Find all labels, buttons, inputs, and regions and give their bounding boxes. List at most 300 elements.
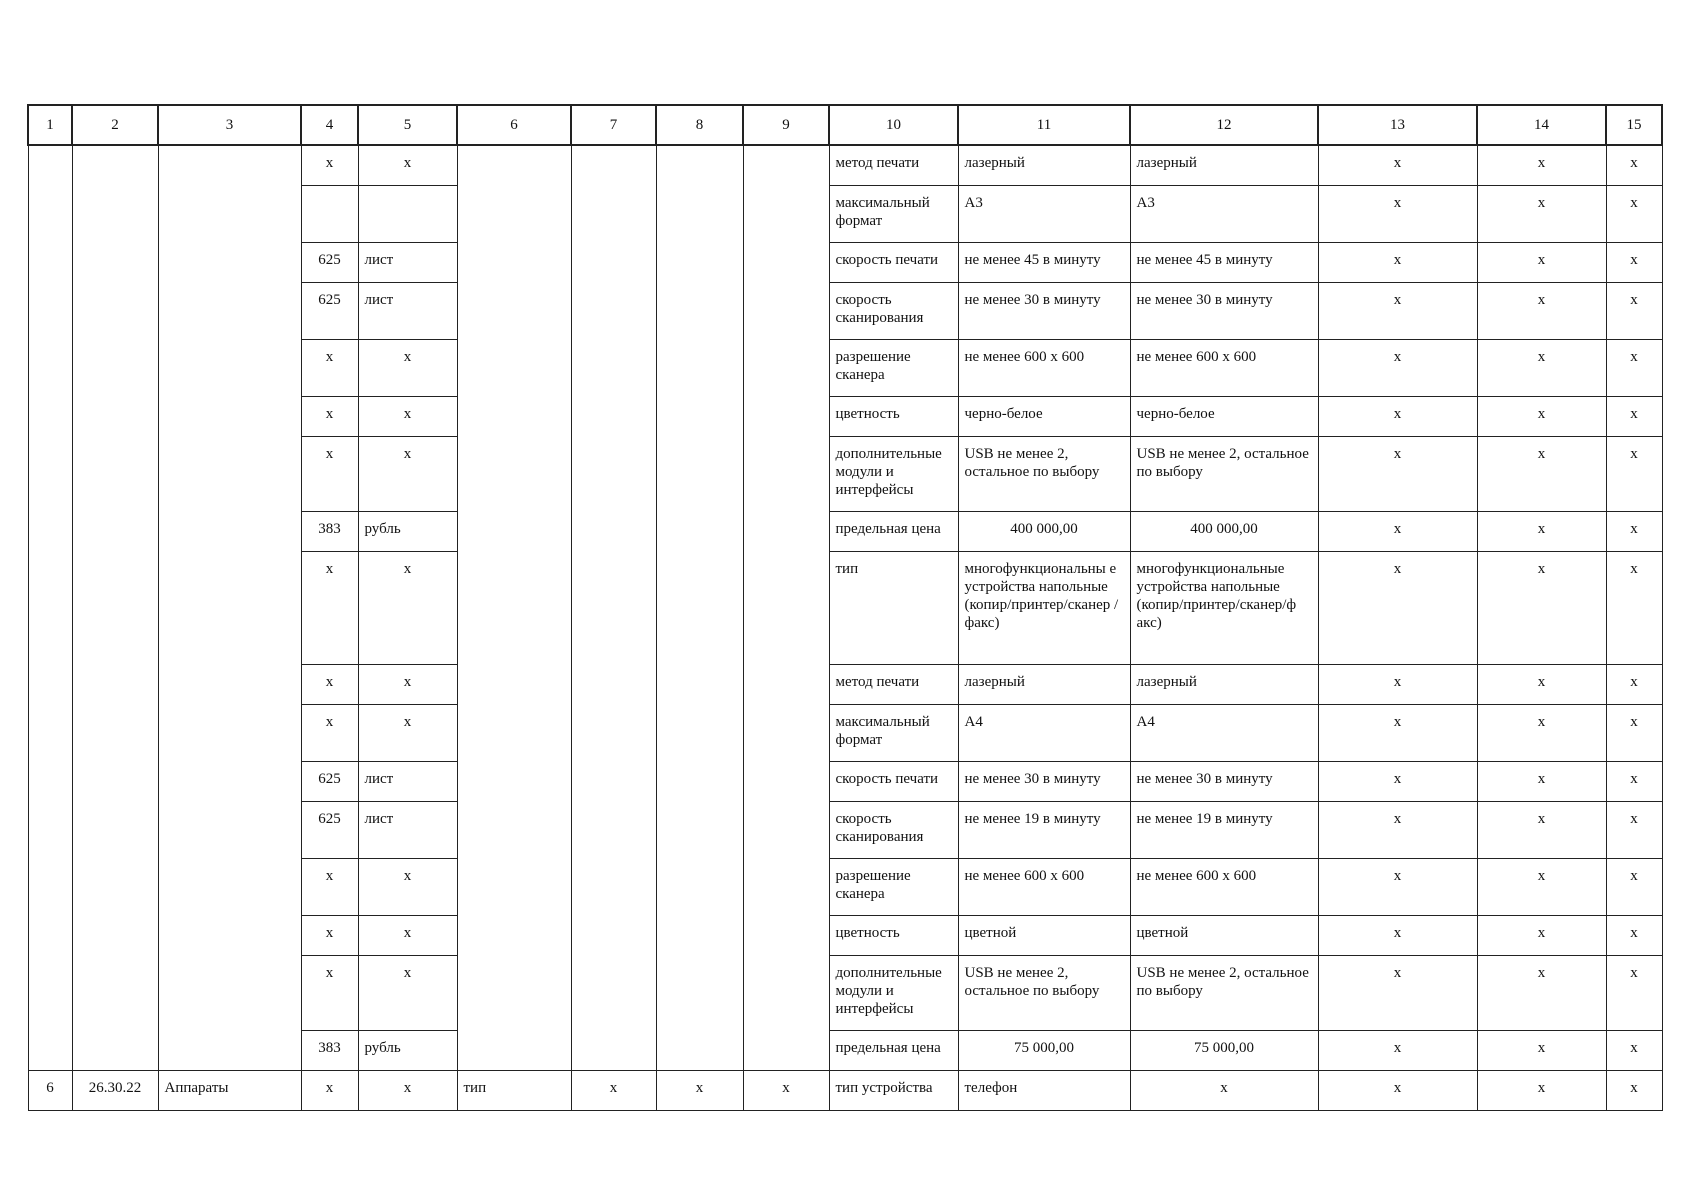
cell-c15: x	[1606, 858, 1662, 915]
cell-c12: USB не менее 2, остальное по выбору	[1130, 436, 1318, 511]
cell-c13: x	[1318, 915, 1477, 955]
cell-c15: x	[1606, 955, 1662, 1030]
cell-c14: x	[1477, 1070, 1606, 1110]
empty-cell	[571, 915, 656, 955]
table-row	[28, 551, 1662, 664]
cell-c11: USB не менее 2, остальное по выбору	[958, 436, 1130, 511]
cell-c14: x	[1477, 282, 1606, 339]
cell-c5: x	[358, 664, 457, 704]
cell-c15: x	[1606, 801, 1662, 858]
empty-cell	[28, 761, 72, 801]
cell-c10: предельная цена	[829, 511, 958, 551]
cell-c4: x	[301, 1070, 358, 1110]
cell-c10: скорость печати	[829, 242, 958, 282]
cell-c10: дополнительные модули и интерфейсы	[829, 955, 958, 1030]
table-row	[28, 282, 1662, 339]
empty-cell	[571, 1030, 656, 1070]
cell-c14: x	[1477, 761, 1606, 801]
empty-cell	[656, 511, 743, 551]
empty-cell	[656, 761, 743, 801]
empty-cell	[158, 801, 301, 858]
empty-cell	[656, 282, 743, 339]
empty-cell	[656, 339, 743, 396]
header-cell-10: 10	[829, 105, 958, 145]
cell-c15: x	[1606, 339, 1662, 396]
empty-cell	[72, 664, 158, 704]
cell-c12: USB не менее 2, остальное по выбору	[1130, 955, 1318, 1030]
empty-cell	[158, 145, 301, 185]
cell-c5: x	[358, 1070, 457, 1110]
cell-c12: x	[1130, 1070, 1318, 1110]
cell-c14: x	[1477, 242, 1606, 282]
cell-c10: максимальный формат	[829, 185, 958, 242]
empty-cell	[656, 664, 743, 704]
empty-cell	[743, 436, 829, 511]
cell-c10: предельная цена	[829, 1030, 958, 1070]
cell-c12: многофункциональные устройства напольные (копир/принтер/сканер/ф акс)	[1130, 551, 1318, 664]
empty-cell	[28, 915, 72, 955]
cell-c12: лазерный	[1130, 145, 1318, 185]
cell-c13: x	[1318, 242, 1477, 282]
empty-cell	[743, 511, 829, 551]
empty-cell	[571, 664, 656, 704]
cell-c5: x	[358, 551, 457, 664]
empty-cell	[571, 761, 656, 801]
cell-c11: многофункциональны е устройства напольные (копир/принтер/сканер /факс)	[958, 551, 1130, 664]
header-cell-11: 11	[958, 105, 1130, 145]
cell-c4: 625	[301, 801, 358, 858]
cell-c2: 26.30.22	[72, 1070, 158, 1110]
table-row	[28, 801, 1662, 858]
empty-cell	[743, 664, 829, 704]
empty-cell	[28, 145, 72, 185]
empty-cell	[28, 801, 72, 858]
cell-c4: x	[301, 145, 358, 185]
cell-c14: x	[1477, 1030, 1606, 1070]
empty-cell	[158, 1030, 301, 1070]
empty-cell	[743, 242, 829, 282]
cell-c15: x	[1606, 664, 1662, 704]
empty-cell	[571, 436, 656, 511]
empty-cell	[571, 955, 656, 1030]
cell-c11: не менее 600 x 600	[958, 858, 1130, 915]
cell-c4: 625	[301, 282, 358, 339]
table-row	[28, 761, 1662, 801]
cell-c10: тип	[829, 551, 958, 664]
empty-cell	[743, 915, 829, 955]
cell-c5: лист	[358, 242, 457, 282]
header-cell-6: 6	[457, 105, 571, 145]
cell-c5: x	[358, 396, 457, 436]
empty-cell	[158, 282, 301, 339]
empty-cell	[457, 145, 571, 185]
empty-cell	[571, 511, 656, 551]
empty-cell	[28, 436, 72, 511]
header-cell-12: 12	[1130, 105, 1318, 145]
cell-c13: x	[1318, 436, 1477, 511]
cell-c15: x	[1606, 436, 1662, 511]
empty-cell	[457, 801, 571, 858]
cell-c14: x	[1477, 145, 1606, 185]
empty-cell	[656, 801, 743, 858]
cell-c13: x	[1318, 1030, 1477, 1070]
empty-cell	[457, 761, 571, 801]
cell-c5: лист	[358, 761, 457, 801]
cell-c5: x	[358, 339, 457, 396]
empty-cell	[158, 511, 301, 551]
table-row	[28, 704, 1662, 761]
cell-c5: лист	[358, 282, 457, 339]
cell-c12: не менее 45 в минуту	[1130, 242, 1318, 282]
empty-cell	[72, 436, 158, 511]
table-row	[28, 436, 1662, 511]
cell-c10: дополнительные модули и интерфейсы	[829, 436, 958, 511]
table-row	[28, 858, 1662, 915]
cell-c14: x	[1477, 858, 1606, 915]
cell-c4: 625	[301, 242, 358, 282]
empty-cell	[571, 801, 656, 858]
cell-c4: x	[301, 436, 358, 511]
empty-cell	[571, 339, 656, 396]
cell-c14: x	[1477, 704, 1606, 761]
empty-cell	[571, 242, 656, 282]
table-row	[28, 396, 1662, 436]
cell-c14: x	[1477, 436, 1606, 511]
empty-cell	[28, 858, 72, 915]
empty-cell	[28, 396, 72, 436]
empty-cell	[28, 1030, 72, 1070]
cell-c11: А4	[958, 704, 1130, 761]
cell-c4: x	[301, 704, 358, 761]
empty-cell	[656, 1030, 743, 1070]
cell-c14: x	[1477, 664, 1606, 704]
cell-c10: цветность	[829, 396, 958, 436]
empty-cell	[743, 801, 829, 858]
empty-cell	[656, 436, 743, 511]
empty-cell	[571, 282, 656, 339]
cell-c10: скорость печати	[829, 761, 958, 801]
cell-c5: x	[358, 858, 457, 915]
empty-cell	[158, 915, 301, 955]
header-cell-2: 2	[72, 105, 158, 145]
empty-cell	[571, 185, 656, 242]
empty-cell	[656, 242, 743, 282]
cell-c14: x	[1477, 551, 1606, 664]
empty-cell	[457, 551, 571, 664]
cell-c4	[301, 185, 358, 242]
cell-c12: не менее 30 в минуту	[1130, 282, 1318, 339]
empty-cell	[571, 704, 656, 761]
empty-cell	[457, 664, 571, 704]
cell-c12: 400 000,00	[1130, 511, 1318, 551]
cell-c11: черно-белое	[958, 396, 1130, 436]
empty-cell	[457, 282, 571, 339]
empty-cell	[72, 704, 158, 761]
empty-cell	[28, 242, 72, 282]
cell-c12: черно-белое	[1130, 396, 1318, 436]
empty-cell	[743, 704, 829, 761]
cell-c15: x	[1606, 551, 1662, 664]
cell-c10: разрешение сканера	[829, 339, 958, 396]
cell-c12: не менее 600 x 600	[1130, 858, 1318, 915]
empty-cell	[571, 396, 656, 436]
empty-cell	[158, 436, 301, 511]
cell-c14: x	[1477, 801, 1606, 858]
empty-cell	[457, 1030, 571, 1070]
cell-c12: А4	[1130, 704, 1318, 761]
cell-c6: тип	[457, 1070, 571, 1110]
cell-c4: 625	[301, 761, 358, 801]
empty-cell	[656, 145, 743, 185]
table-row	[28, 1030, 1662, 1070]
cell-c13: x	[1318, 801, 1477, 858]
empty-cell	[743, 955, 829, 1030]
cell-c10: метод печати	[829, 145, 958, 185]
empty-cell	[457, 185, 571, 242]
table-row	[28, 664, 1662, 704]
cell-c11: телефон	[958, 1070, 1130, 1110]
cell-c5: x	[358, 145, 457, 185]
empty-cell	[158, 396, 301, 436]
empty-cell	[28, 955, 72, 1030]
cell-c12: 75 000,00	[1130, 1030, 1318, 1070]
cell-c13: x	[1318, 955, 1477, 1030]
empty-cell	[28, 511, 72, 551]
empty-cell	[656, 704, 743, 761]
cell-c15: x	[1606, 396, 1662, 436]
empty-cell	[72, 145, 158, 185]
empty-cell	[457, 915, 571, 955]
empty-cell	[158, 664, 301, 704]
empty-cell	[158, 242, 301, 282]
table-row	[28, 185, 1662, 242]
empty-cell	[743, 1030, 829, 1070]
empty-cell	[743, 396, 829, 436]
empty-cell	[72, 955, 158, 1030]
cell-c15: x	[1606, 1030, 1662, 1070]
empty-cell	[656, 396, 743, 436]
cell-c3: Аппараты	[158, 1070, 301, 1110]
empty-cell	[743, 282, 829, 339]
cell-c12: цветной	[1130, 915, 1318, 955]
empty-cell	[743, 339, 829, 396]
table-row	[28, 242, 1662, 282]
cell-c10: цветность	[829, 915, 958, 955]
cell-c13: x	[1318, 396, 1477, 436]
empty-cell	[571, 145, 656, 185]
cell-c4: x	[301, 858, 358, 915]
header-cell-14: 14	[1477, 105, 1606, 145]
cell-c10: тип устройства	[829, 1070, 958, 1110]
cell-c15: x	[1606, 282, 1662, 339]
header-row	[28, 105, 1662, 145]
cell-c5: x	[358, 436, 457, 511]
cell-c5: рубль	[358, 511, 457, 551]
cell-c10: скорость сканирования	[829, 801, 958, 858]
empty-cell	[72, 801, 158, 858]
empty-cell	[457, 858, 571, 915]
header-cell-9: 9	[743, 105, 829, 145]
table-row	[28, 955, 1662, 1030]
cell-c11: не менее 45 в минуту	[958, 242, 1130, 282]
empty-cell	[457, 339, 571, 396]
cell-c10: максимальный формат	[829, 704, 958, 761]
header-cell-3: 3	[158, 105, 301, 145]
empty-cell	[743, 761, 829, 801]
empty-cell	[158, 185, 301, 242]
empty-cell	[72, 242, 158, 282]
cell-c4: x	[301, 664, 358, 704]
cell-c13: x	[1318, 339, 1477, 396]
empty-cell	[72, 339, 158, 396]
empty-cell	[158, 339, 301, 396]
cell-c8: x	[656, 1070, 743, 1110]
cell-c13: x	[1318, 761, 1477, 801]
empty-cell	[28, 282, 72, 339]
cell-c4: x	[301, 551, 358, 664]
empty-cell	[72, 761, 158, 801]
cell-c11: лазерный	[958, 664, 1130, 704]
empty-cell	[158, 955, 301, 1030]
cell-c4: x	[301, 955, 358, 1030]
cell-c11: А3	[958, 185, 1130, 242]
empty-cell	[28, 185, 72, 242]
cell-c14: x	[1477, 511, 1606, 551]
empty-cell	[743, 551, 829, 664]
cell-c15: x	[1606, 511, 1662, 551]
cell-c15: x	[1606, 242, 1662, 282]
cell-c4: x	[301, 915, 358, 955]
cell-c5: x	[358, 915, 457, 955]
header-cell-1: 1	[28, 105, 72, 145]
empty-cell	[72, 1030, 158, 1070]
cell-c13: x	[1318, 704, 1477, 761]
empty-cell	[656, 858, 743, 915]
empty-cell	[28, 339, 72, 396]
empty-cell	[656, 955, 743, 1030]
empty-cell	[743, 145, 829, 185]
cell-c4: 383	[301, 1030, 358, 1070]
empty-cell	[72, 511, 158, 551]
header-cell-4: 4	[301, 105, 358, 145]
cell-c11: не менее 30 в минуту	[958, 761, 1130, 801]
cell-c12: лазерный	[1130, 664, 1318, 704]
cell-c14: x	[1477, 185, 1606, 242]
header-cell-15: 15	[1606, 105, 1662, 145]
empty-cell	[656, 915, 743, 955]
cell-c14: x	[1477, 396, 1606, 436]
header-cell-8: 8	[656, 105, 743, 145]
table-row	[28, 339, 1662, 396]
cell-c12: не менее 19 в минуту	[1130, 801, 1318, 858]
cell-c12: А3	[1130, 185, 1318, 242]
empty-cell	[743, 185, 829, 242]
cell-c5: x	[358, 704, 457, 761]
empty-cell	[72, 282, 158, 339]
cell-c14: x	[1477, 955, 1606, 1030]
table-row	[28, 145, 1662, 185]
specification-table	[27, 104, 1663, 1111]
empty-cell	[457, 436, 571, 511]
empty-cell	[656, 185, 743, 242]
cell-c11: не менее 30 в минуту	[958, 282, 1130, 339]
cell-c15: x	[1606, 145, 1662, 185]
cell-c12: не менее 600 x 600	[1130, 339, 1318, 396]
cell-c15: x	[1606, 185, 1662, 242]
empty-cell	[457, 704, 571, 761]
cell-c11: цветной	[958, 915, 1130, 955]
cell-c10: метод печати	[829, 664, 958, 704]
empty-cell	[457, 955, 571, 1030]
empty-cell	[457, 396, 571, 436]
cell-c13: x	[1318, 145, 1477, 185]
empty-cell	[72, 396, 158, 436]
header-cell-13: 13	[1318, 105, 1477, 145]
cell-c4: 383	[301, 511, 358, 551]
cell-c13: x	[1318, 185, 1477, 242]
cell-c1: 6	[28, 1070, 72, 1110]
empty-cell	[28, 551, 72, 664]
cell-c7: x	[571, 1070, 656, 1110]
empty-cell	[72, 551, 158, 664]
cell-c13: x	[1318, 664, 1477, 704]
empty-cell	[457, 511, 571, 551]
cell-c13: x	[1318, 1070, 1477, 1110]
cell-c15: x	[1606, 704, 1662, 761]
header-cell-5: 5	[358, 105, 457, 145]
empty-cell	[72, 185, 158, 242]
empty-cell	[743, 858, 829, 915]
cell-c10: разрешение сканера	[829, 858, 958, 915]
cell-c11: не менее 19 в минуту	[958, 801, 1130, 858]
table-row	[28, 511, 1662, 551]
cell-c13: x	[1318, 511, 1477, 551]
empty-cell	[158, 761, 301, 801]
empty-cell	[158, 704, 301, 761]
empty-cell	[28, 664, 72, 704]
empty-cell	[28, 704, 72, 761]
empty-cell	[656, 551, 743, 664]
cell-c11: USB не менее 2, остальное по выбору	[958, 955, 1130, 1030]
empty-cell	[72, 858, 158, 915]
cell-c15: x	[1606, 1070, 1662, 1110]
cell-c4: x	[301, 396, 358, 436]
cell-c14: x	[1477, 339, 1606, 396]
cell-c4: x	[301, 339, 358, 396]
cell-c15: x	[1606, 915, 1662, 955]
cell-c15: x	[1606, 761, 1662, 801]
cell-c5: x	[358, 955, 457, 1030]
cell-c12: не менее 30 в минуту	[1130, 761, 1318, 801]
empty-cell	[571, 858, 656, 915]
header-cell-7: 7	[571, 105, 656, 145]
cell-c9: x	[743, 1070, 829, 1110]
empty-cell	[158, 858, 301, 915]
cell-c11: лазерный	[958, 145, 1130, 185]
cell-c10: скорость сканирования	[829, 282, 958, 339]
empty-cell	[571, 551, 656, 664]
cell-c13: x	[1318, 551, 1477, 664]
cell-c13: x	[1318, 282, 1477, 339]
cell-c11: не менее 600 x 600	[958, 339, 1130, 396]
empty-cell	[158, 551, 301, 664]
cell-c5: лист	[358, 801, 457, 858]
cell-c14: x	[1477, 915, 1606, 955]
table-row	[28, 915, 1662, 955]
cell-c5: рубль	[358, 1030, 457, 1070]
cell-c13: x	[1318, 858, 1477, 915]
cell-c11: 400 000,00	[958, 511, 1130, 551]
